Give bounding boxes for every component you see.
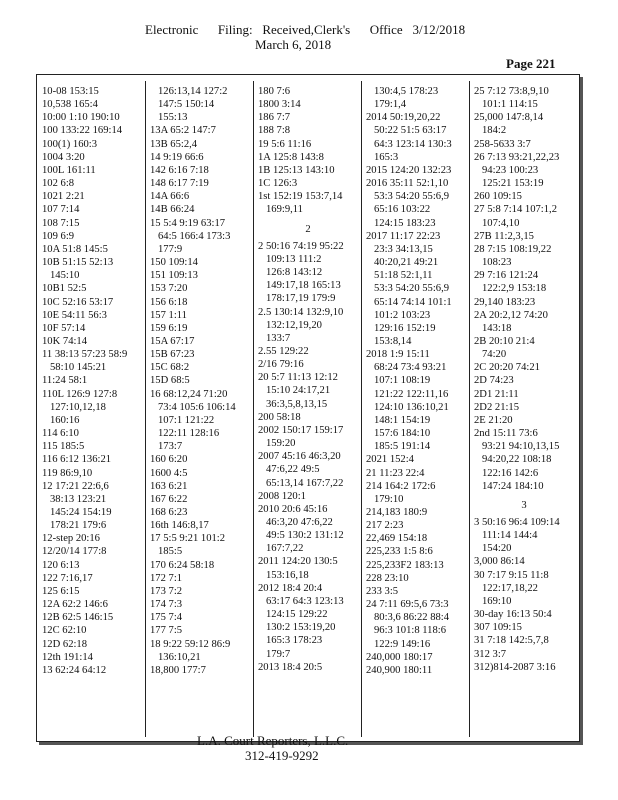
index-entry-continuation: 149:17,18 165:13: [266, 280, 341, 292]
index-entry: 26 7:13 93:21,22,23: [474, 151, 560, 163]
index-entry: 14 9:19 66:6: [150, 151, 204, 163]
index-entry: 10E 54:11 56:3: [42, 309, 107, 321]
index-entry: 13 62:24 64:12: [42, 664, 107, 676]
index-entry: 2002 150:17 159:17: [258, 424, 344, 436]
index-entry: 17 5:5 9:21 101:2: [150, 533, 226, 545]
index-entry: 148 6:17 7:19: [150, 178, 209, 190]
index-entry-continuation: 65:16 103:22: [374, 204, 431, 216]
index-entry: 160 6:20: [150, 454, 188, 466]
index-entry: 3,000 86:14: [474, 556, 525, 568]
index-entry-continuation: 68:24 73:4 93:21: [374, 362, 447, 374]
index-entry: 27B 11:2,3,15: [474, 230, 534, 242]
index-frame: [36, 74, 580, 742]
index-entry-continuation: 50:22 51:5 63:17: [374, 125, 447, 137]
index-entry-continuation: 178:17,19 179:9: [266, 293, 336, 305]
index-entry-continuation: 36:3,5,8,13,15: [266, 398, 328, 410]
index-entry-continuation: 167:7,22: [266, 543, 304, 555]
index-entry: 240,000 180:17: [366, 651, 433, 663]
index-entry: 108 7:15: [42, 217, 80, 229]
index-entry-continuation: 169:10: [482, 595, 512, 607]
index-entry-continuation: 145:24 154:19: [50, 507, 112, 518]
index-entry: 10B1 52:5: [42, 283, 87, 295]
index-entry: 312)814-2087 3:16: [474, 661, 556, 673]
index-entry: 20 5:7 11:13 12:12: [258, 372, 338, 384]
column-divider: [253, 81, 254, 737]
index-entry: 2D2 21:15: [474, 401, 520, 413]
index-entry: 1021 2:21: [42, 191, 85, 203]
index-entry: 260 109:15: [474, 191, 522, 203]
index-entry: 2D 74:23: [474, 375, 514, 387]
index-entry-continuation: 127:10,12,18: [50, 401, 106, 413]
filing-date: March 6, 2018: [255, 37, 332, 52]
index-entry-continuation: 101:2 103:23: [374, 309, 431, 321]
index-entry-continuation: 185:5 191:14: [374, 441, 431, 453]
index-entry: 1C 126:3: [258, 178, 298, 190]
index-entry-continuation: 53:3 54:20 55:6,9: [374, 191, 450, 203]
index-entry-continuation: 47:6,22 49:5: [266, 464, 320, 476]
index-entry: 14B 66:24: [150, 204, 195, 216]
index-entry: 110L 126:9 127:8: [42, 388, 118, 400]
index-entry: 200 58:18: [258, 411, 301, 423]
index-entry: 2nd 15:11 73:6: [474, 428, 538, 440]
index-entry: 100(1) 160:3: [42, 138, 98, 150]
index-entry-continuation: 145:10: [50, 270, 80, 282]
index-entry-continuation: 122:9 149:16: [374, 638, 431, 650]
index-entry: 18 9:22 59:12 86:9: [150, 638, 231, 650]
index-entry-continuation: 124:15 129:22: [266, 609, 328, 621]
index-entry: 100L 161:11: [42, 164, 96, 176]
index-entry: 2018 1:9 15:11: [366, 349, 430, 361]
index-entry: 16th 146:8,17: [150, 520, 209, 532]
section-heading: 2: [305, 223, 311, 235]
index-entry-continuation: 178:21 179:6: [50, 520, 107, 532]
index-column-1: [42, 85, 142, 677]
index-entry: 150 109:14: [150, 257, 198, 269]
index-entry: 1B 125:13 143:10: [258, 164, 335, 176]
index-entry-continuation: 179:10: [374, 493, 404, 505]
index-entry-continuation: 157:6 184:10: [374, 428, 431, 440]
index-entry: 120 6:13: [42, 559, 80, 571]
index-column-4: [366, 85, 466, 677]
index-entry: 2 50:16 74:19 95:22: [258, 240, 344, 252]
index-entry: 25 7:12 73:8,9,10: [474, 86, 549, 97]
index-entry: 29,140 183:23: [474, 296, 536, 308]
index-entry: 13A 65:2 147:7: [150, 125, 216, 137]
index-entry-continuation: 64:5 166:4 173:3: [158, 230, 231, 242]
index-entry-continuation: 143:18: [482, 322, 512, 334]
index-entry: 180 7:6: [258, 86, 291, 97]
index-entry-continuation: 49:5 130:2 131:12: [266, 530, 344, 542]
index-entry: 15D 68:5: [150, 375, 190, 387]
index-column-3: [258, 85, 358, 674]
index-entry: 228 23:10: [366, 572, 409, 584]
index-entry-continuation: 94:20,22 108:18: [482, 454, 552, 466]
index-entry: 21 11:23 22:4: [366, 467, 425, 479]
index-entry: 115 185:5: [42, 441, 85, 453]
index-entry: 15C 68:2: [150, 362, 190, 374]
index-entry: 2014 50:19,20,22: [366, 112, 441, 124]
index-entry: 156 6:18: [150, 296, 188, 308]
index-entry: 30-day 16:13 50:4: [474, 609, 552, 621]
index-entry: 2C 20:20 74:21: [474, 362, 540, 374]
index-entry: 102 6:8: [42, 178, 75, 190]
index-entry-continuation: 65:13,14 167:7,22: [266, 477, 344, 489]
index-entry: 172 7:1: [150, 572, 183, 584]
index-entry: 173 7:2: [150, 585, 183, 597]
index-entry: 3 50:16 96:4 109:14: [474, 517, 560, 528]
index-entry: 163 6:21: [150, 480, 188, 492]
index-entry: 10:00 1:10 190:10: [42, 112, 120, 124]
index-entry: 170 6:24 58:18: [150, 559, 215, 571]
index-entry: 1004 3:20: [42, 151, 85, 163]
index-entry: 188 7:8: [258, 125, 291, 137]
index-entry: 107 7:14: [42, 204, 80, 216]
index-entry: 10A 51:8 145:5: [42, 243, 108, 255]
index-entry: 109 6:9: [42, 230, 75, 242]
index-entry: 2012 18:4 20:4: [258, 582, 323, 594]
index-entry-continuation: 130:2 153:19,20: [266, 622, 336, 634]
index-entry: 31 7:18 142:5,7,8: [474, 635, 549, 647]
column-divider: [145, 81, 146, 737]
index-entry: 114 6:10: [42, 428, 79, 440]
index-entry-continuation: 23:3 34:13,15: [374, 243, 433, 255]
index-entry-continuation: 136:10,21: [158, 651, 201, 663]
index-entry: 2017 11:17 22:23: [366, 230, 441, 242]
index-entry: 312 3:7: [474, 648, 507, 660]
index-entry-continuation: 154:20: [482, 543, 512, 555]
index-entry-continuation: 121:22 122:11,16: [374, 388, 449, 400]
index-entry-continuation: 122:16 142:6: [482, 467, 539, 479]
index-entry: 22,469 154:18: [366, 533, 428, 545]
index-entry: 142 6:16 7:18: [150, 164, 209, 176]
index-entry: 12D 62:18: [42, 638, 88, 650]
index-entry: 19 5:6 11:16: [258, 138, 312, 150]
index-entry: 122 7:16,17: [42, 572, 93, 584]
index-entry-continuation: 147:24 184:10: [482, 480, 544, 492]
index-entry: 2A 20:2,12 74:20: [474, 309, 548, 321]
index-entry-continuation: 93:21 94:10,13,15: [482, 441, 560, 453]
index-entry: 25,000 147:8,14: [474, 112, 544, 124]
column-divider: [469, 81, 470, 737]
index-entry: 100 133:22 169:14: [42, 125, 123, 137]
index-entry: 12-step 20:16: [42, 533, 100, 545]
index-entry-continuation: 133:7: [266, 332, 291, 344]
index-entry-continuation: 169:9,11: [266, 204, 303, 216]
index-entry-continuation: 184:2: [482, 125, 507, 137]
index-entry: 16 68:12,24 71:20: [150, 388, 228, 400]
section-heading: 3: [521, 499, 527, 511]
index-entry: 119 86:9,10: [42, 467, 93, 479]
index-entry-continuation: 129:16 152:19: [374, 322, 436, 334]
index-entry: 11 38:13 57:23 58:9: [42, 349, 128, 361]
index-entry: 217 2:23: [366, 520, 404, 532]
index-entry: 2011 124:20 130:5: [258, 556, 338, 568]
index-entry-continuation: 147:5 150:14: [158, 99, 215, 111]
index-entry-continuation: 65:14 74:14 101:1: [374, 296, 452, 308]
index-entry-continuation: 46:3,20 47:6,22: [266, 517, 333, 528]
index-entry: 159 6:19: [150, 322, 188, 334]
index-entry-continuation: 179:7: [266, 648, 291, 660]
index-entry: 13B 65:2,4: [150, 138, 198, 150]
index-entry: 2016 35:11 52:1,10: [366, 178, 449, 190]
index-entry: 2B 20:10 21:4: [474, 335, 535, 347]
index-entry: 30 7:17 9:15 11:8: [474, 569, 549, 581]
index-entry: 2.5 130:14 132:9,10: [258, 306, 344, 318]
index-entry: 2021 152:4: [366, 454, 414, 466]
index-entry-continuation: 73:4 105:6 106:14: [158, 401, 236, 413]
index-entry: 27 5:8 7:14 107:1,2: [474, 204, 557, 216]
reporter-phone: 312-419-9292: [245, 748, 319, 763]
index-entry: 174 7:3: [150, 599, 183, 611]
index-entry: 29 7:16 121:24: [474, 270, 539, 282]
index-entry: 15 5:4 9:19 63:17: [150, 217, 226, 229]
index-entry-continuation: 107:1 108:19: [374, 375, 431, 387]
index-entry-continuation: 63:17 64:3 123:13: [266, 595, 344, 607]
index-entry-continuation: 155:13: [158, 112, 188, 124]
index-entry: 12 17:21 22:6,6: [42, 480, 109, 492]
index-column-5: [474, 85, 574, 674]
index-entry: 10F 57:14: [42, 322, 86, 334]
index-entry-continuation: 153:16,18: [266, 569, 309, 581]
index-entry-continuation: 94:23 100:23: [482, 164, 539, 176]
index-entry-continuation: 109:13 111:2: [266, 253, 322, 265]
index-entry: 12C 62:10: [42, 625, 87, 637]
index-entry: 10B 51:15 52:13: [42, 257, 114, 269]
index-entry: 240,900 180:11: [366, 664, 433, 676]
index-entry: 24 7:11 69:5,6 73:3: [366, 599, 449, 611]
index-entry-continuation: 15:10 24:17,21: [266, 385, 331, 397]
index-entry: 175 7:4: [150, 612, 183, 624]
index-entry: 2D1 21:11: [474, 388, 519, 400]
index-entry: 10,538 165:4: [42, 99, 98, 111]
index-column-2: [150, 85, 250, 677]
index-entry: 307 109:15: [474, 622, 522, 634]
index-entry: 177 7:5: [150, 625, 183, 637]
index-entry: 233 3:5: [366, 585, 399, 597]
index-entry-continuation: 173:7: [158, 441, 183, 453]
index-entry: 2013 18:4 20:5: [258, 661, 323, 673]
index-entry-continuation: 101:1 114:15: [482, 99, 538, 111]
index-entry-continuation: 153:8,14: [374, 335, 412, 347]
index-entry-continuation: 177:9: [158, 243, 183, 255]
filing-stamp: Electronic Filing: Received,Clerk's Office 3/12/2018: [145, 22, 466, 37]
index-entry-continuation: 185:5: [158, 546, 183, 558]
index-entry: 125 6:15: [42, 585, 80, 597]
index-entry-continuation: 126:13,14 127:2: [158, 86, 228, 97]
index-entry-continuation: 111:14 144:4: [482, 530, 538, 542]
index-entry-continuation: 40:20,21 49:21: [374, 257, 439, 269]
index-entry: 2015 124:20 132:23: [366, 164, 452, 176]
index-entry-continuation: 124:10 136:10,21: [374, 401, 449, 413]
index-entry: 153 7:20: [150, 283, 188, 295]
index-entry-continuation: 132:12,19,20: [266, 319, 322, 331]
index-entry-continuation: 122:11 128:16: [158, 428, 220, 440]
index-entry-continuation: 148:1 154:19: [374, 414, 431, 426]
index-entry: 225,233F2 183:13: [366, 559, 444, 571]
index-entry-continuation: 74:20: [482, 349, 507, 361]
index-entry-continuation: 107:1 121:22: [158, 414, 215, 426]
index-entry-continuation: 38:13 123:21: [50, 493, 107, 505]
index-entry: 12A 62:2 146:6: [42, 599, 108, 611]
page-number: Page 221: [506, 56, 556, 71]
index-entry: 12/20/14 177:8: [42, 546, 107, 558]
index-entry-continuation: 160:16: [50, 414, 80, 426]
index-entry: 214 164:2 172:6: [366, 480, 436, 492]
index-entry: 2/16 79:16: [258, 359, 304, 371]
index-entry: 18,800 177:7: [150, 664, 206, 676]
index-entry-continuation: 53:3 54:20 55:6,9: [374, 283, 450, 295]
index-entry: 157 1:11: [150, 309, 187, 321]
index-entry: 168 6:23: [150, 507, 188, 518]
column-divider: [361, 81, 362, 737]
index-entry-continuation: 130:4,5 178:23: [374, 86, 439, 97]
index-entry-continuation: 96:3 101:8 118:6: [374, 625, 446, 637]
index-entry-continuation: 122:2,9 153:18: [482, 283, 547, 295]
index-entry: 1600 4:5: [150, 467, 188, 479]
index-entry-continuation: 64:3 123:14 130:3: [374, 138, 452, 150]
index-entry: 15A 67:17: [150, 335, 195, 347]
index-entry-continuation: 122:17,18,22: [482, 582, 538, 594]
index-entry: 10C 52:16 53:17: [42, 296, 114, 308]
index-entry-continuation: 108:23: [482, 257, 512, 269]
index-entry: 214,183 180:9: [366, 507, 428, 518]
index-entry-continuation: 124:15 183:23: [374, 217, 436, 229]
index-entry: 2E 21:20: [474, 414, 513, 426]
index-entry: 2008 120:1: [258, 490, 306, 502]
index-entry-continuation: 159:20: [266, 438, 296, 450]
index-entry: 2010 20:6 45:16: [258, 503, 328, 515]
index-entry: 12B 62:5 146:15: [42, 612, 114, 624]
reporter-name: L.A. Court Reporters, L.L.C.: [197, 733, 349, 748]
index-entry: 15B 67:23: [150, 349, 195, 361]
index-entry: 186 7:7: [258, 112, 291, 124]
index-entry-continuation: 125:21 153:19: [482, 178, 544, 190]
index-entry: 2.55 129:22: [258, 345, 309, 357]
index-entry: 167 6:22: [150, 493, 188, 505]
index-entry-continuation: 126:8 143:12: [266, 267, 323, 279]
index-entry: 258-5633 3:7: [474, 138, 531, 150]
index-entry-continuation: 51:18 52:1,11: [374, 270, 433, 282]
index-entry-continuation: 80:3,6 86:22 88:4: [374, 612, 450, 624]
index-entry-continuation: 165:3 178:23: [266, 635, 323, 647]
index-entry: 10-08 153:15: [42, 86, 99, 97]
index-entry: 11:24 58:1: [42, 375, 88, 387]
index-entry: 151 109:13: [150, 270, 198, 282]
index-entry-continuation: 179:1,4: [374, 99, 407, 111]
index-entry: 1A 125:8 143:8: [258, 151, 324, 163]
index-entry-continuation: 58:10 145:21: [50, 362, 107, 374]
index-entry: 14A 66:6: [150, 191, 190, 203]
index-entry: 1st 152:19 153:7,14: [258, 191, 343, 203]
index-entry: 1800 3:14: [258, 99, 301, 111]
index-entry: 28 7:15 108:19,22: [474, 243, 552, 255]
index-entry: 225,233 1:5 8:6: [366, 546, 433, 558]
index-entry-continuation: 165:3: [374, 151, 399, 163]
index-entry: 116 6:12 136:21: [42, 454, 112, 466]
index-entry: 10K 74:14: [42, 335, 88, 347]
index-entry: 2007 45:16 46:3,20: [258, 451, 341, 463]
index-entry-continuation: 107:4,10: [482, 217, 520, 229]
index-entry: 12th 191:14: [42, 651, 93, 663]
